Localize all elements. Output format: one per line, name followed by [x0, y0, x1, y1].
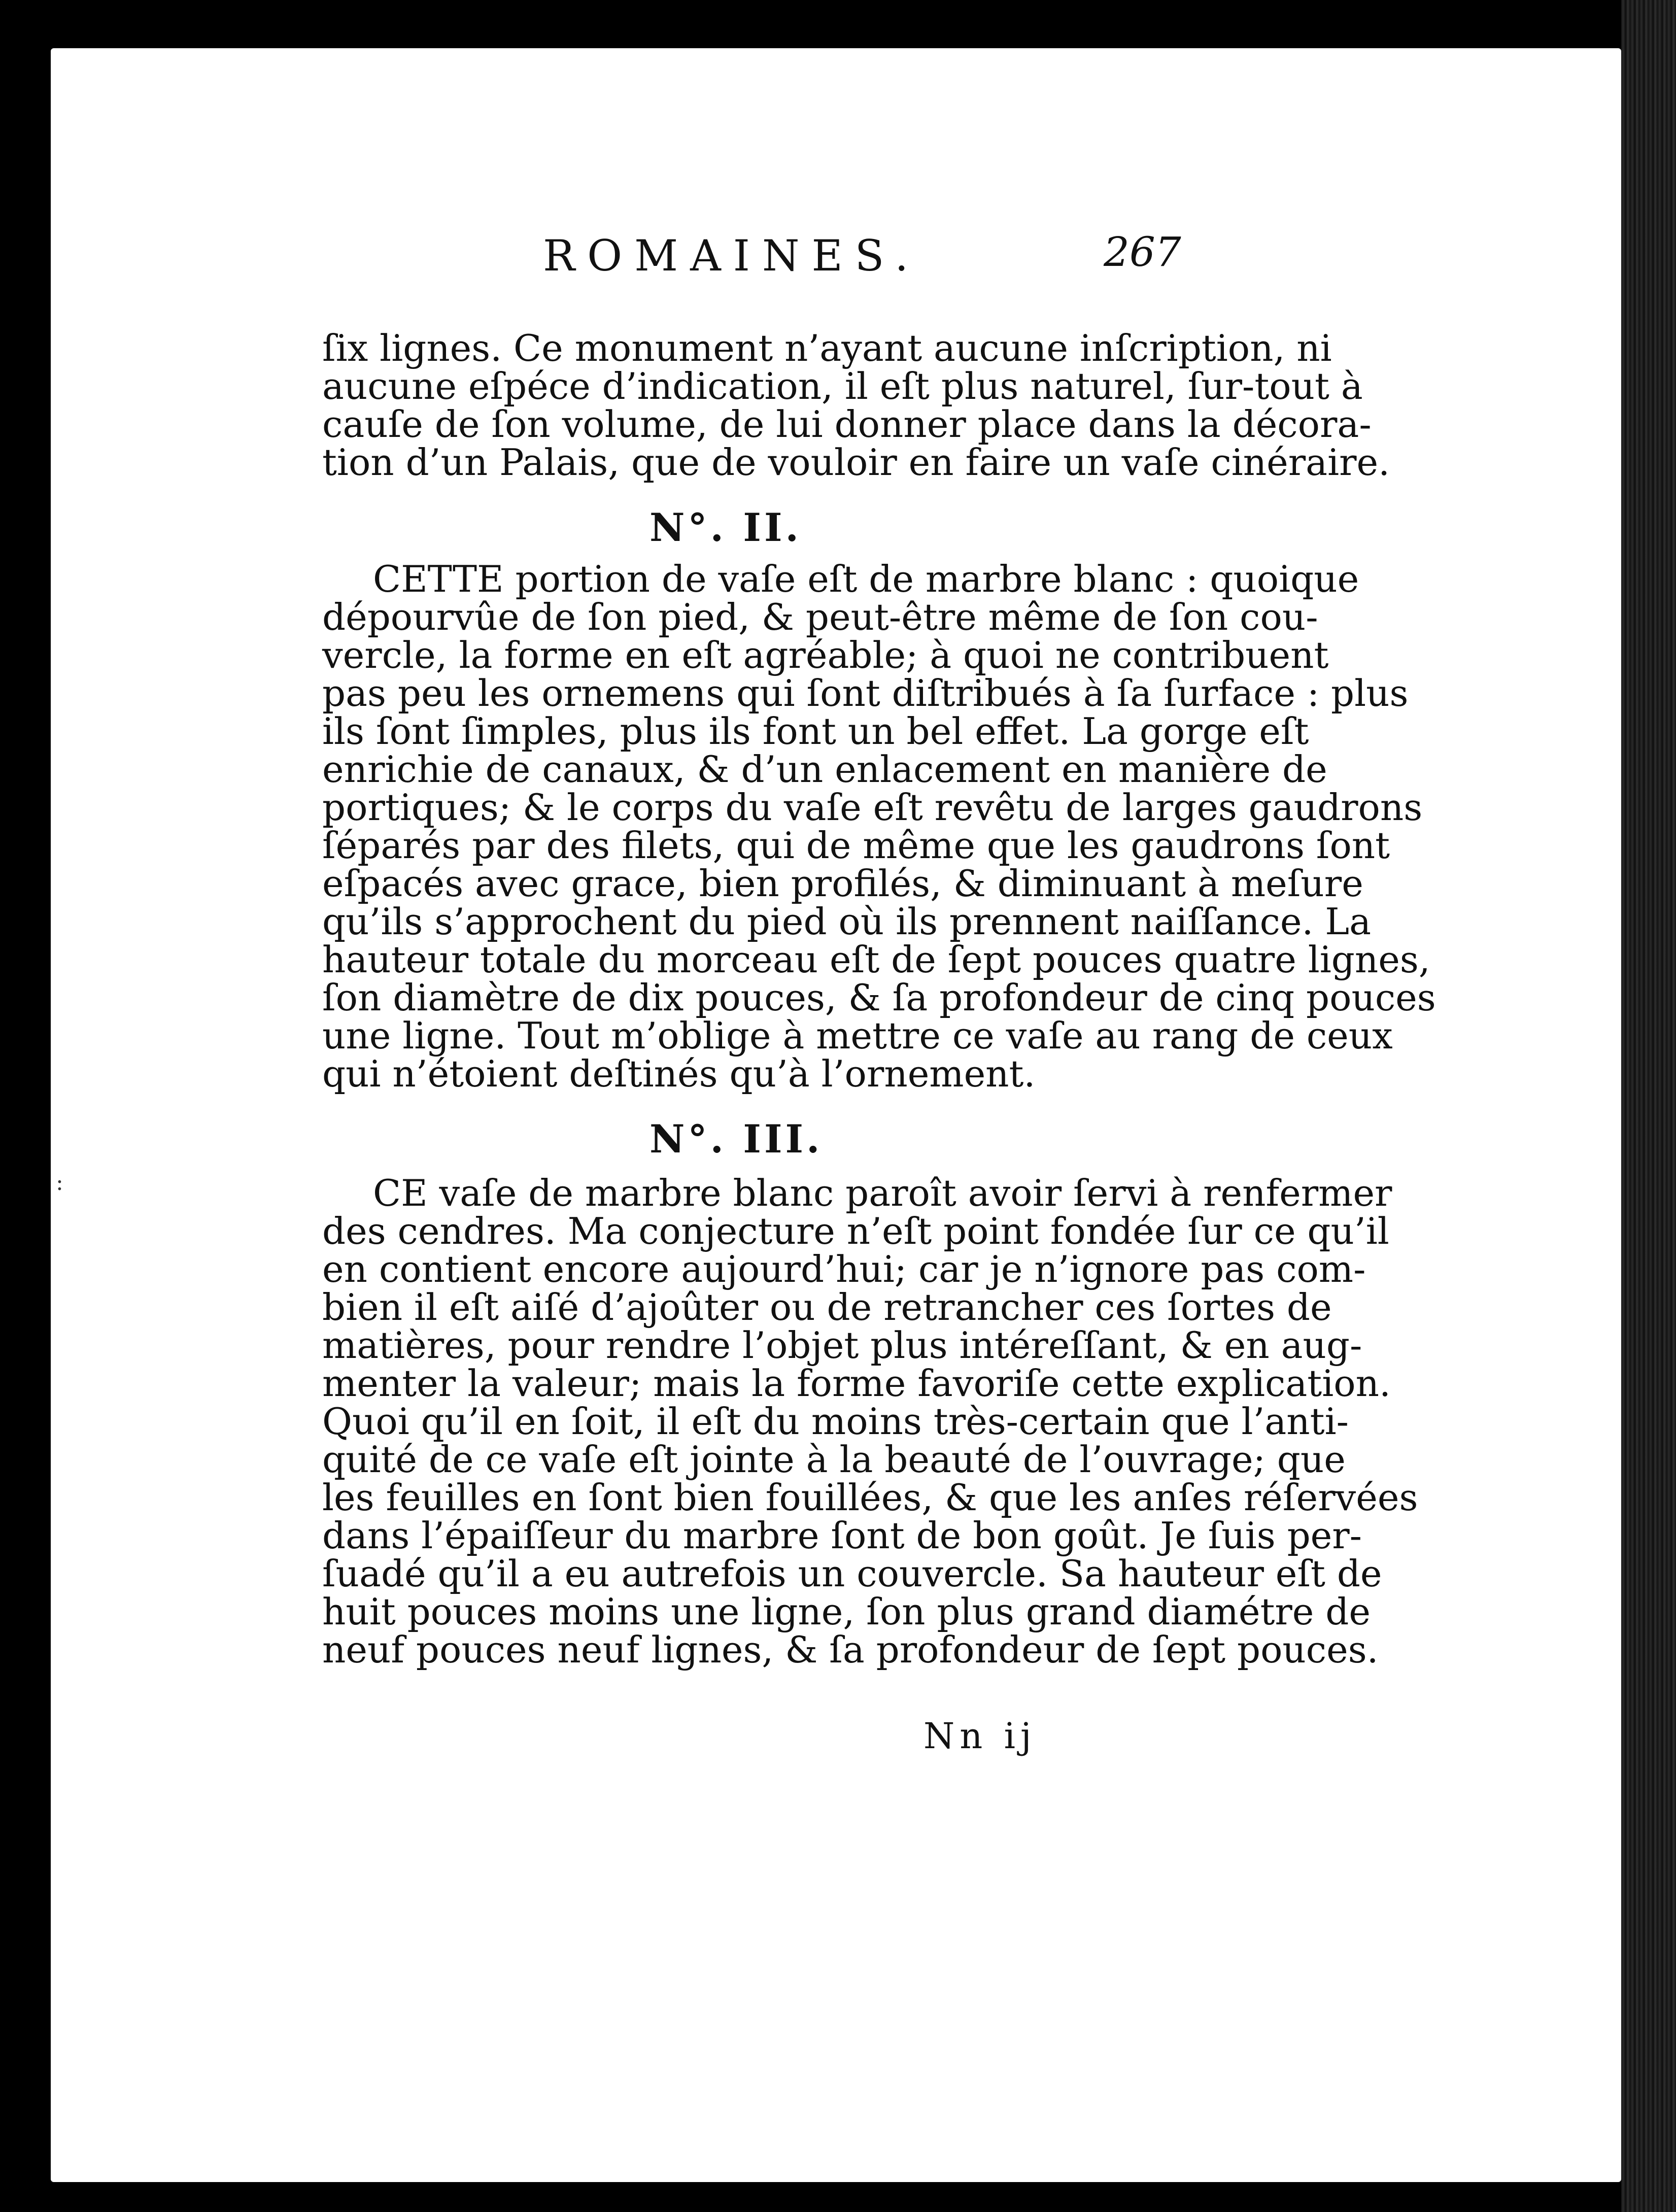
section-heading-3: N°. III. [649, 1116, 823, 1162]
paragraph-3-line-7: Quoi qu’il en ſoit, il eſt du moins très-certain que l’anti- [322, 1400, 1349, 1443]
paragraph-1-line-1: ſix lignes. Ce monument n’ayant aucune inſcription, ni [322, 327, 1332, 369]
paragraph-3-line-3: en contient encore aujourd’hui; car je n’ignore pas com- [322, 1248, 1366, 1290]
paragraph-2-line-14: qui n’étoient deſtinés qu’à l’ornement. [322, 1052, 1036, 1095]
signature-mark: Nn ij [923, 1715, 1037, 1757]
page-number: 267 [1104, 228, 1181, 276]
paragraph-2-line-11: hauteur totale du morceau eſt de ſept pouces quatre lignes, [322, 938, 1430, 981]
paragraph-3-line-5: matières, pour rendre l’objet plus intéreſſant, & en aug- [322, 1324, 1362, 1367]
paragraph-1-line-3: cauſe de ſon volume, de lui donner place dans la décora- [322, 403, 1372, 446]
paragraph-2-line-13: une ligne. Tout m’oblige à mettre ce vaſe au rang de ceux [322, 1014, 1393, 1057]
paragraph-3-line-6: menter la valeur; mais la forme favoriſe cette explication. [322, 1362, 1391, 1405]
paragraph-1-line-2: aucune eſpéce d’indication, il eſt plus naturel, ſur-tout à [322, 365, 1363, 407]
paragraph-2-line-1: CETTE portion de vaſe eſt de marbre blanc : quoique [373, 558, 1359, 600]
paragraph-3-line-10: dans l’épaiſſeur du marbre ſont de bon goût. Je ſuis per- [322, 1514, 1362, 1557]
paragraph-3-line-1: CE vaſe de marbre blanc paroît avoir ſervi à renfermer [373, 1172, 1392, 1214]
paragraph-1-line-4: tion d’un Palais, que de vouloir en faire un vaſe cinéraire. [322, 441, 1390, 484]
section-heading-2: N°. II. [649, 505, 802, 550]
paragraph-2-line-10: qu’ils s’approchent du pied où ils prennent naiſſance. La [322, 900, 1372, 943]
paragraph-2-line-7: portiques; & le corps du vaſe eſt revêtu de larges gaudrons [322, 786, 1423, 829]
paragraph-2-line-8: ſéparés par des filets, qui de même que les gaudrons ſont [322, 824, 1390, 867]
paragraph-2-line-12: ſon diamètre de dix pouces, & ſa profondeur de cinq pouces [322, 976, 1436, 1019]
book-page [51, 48, 1621, 2182]
paragraph-2-line-4: pas peu les ornemens qui ſont diſtribués à ſa ſurface : plus [322, 672, 1409, 714]
paragraph-3-line-9: les feuilles en ſont bien fouillées, & que les anſes réſervées [322, 1476, 1418, 1519]
paragraph-2-line-2: dépourvûe de ſon pied, & peut-être même de ſon cou- [322, 596, 1318, 638]
paragraph-3-line-2: des cendres. Ma conjecture n’eſt point fondée ſur ce qu’il [322, 1210, 1389, 1252]
paragraph-3-line-11: ſuadé qu’il a eu autrefois un couvercle. Sa hauteur eſt de [322, 1552, 1382, 1595]
page-text-block [51, 48, 1621, 2182]
paragraph-3-line-13: neuf pouces neuf lignes, & ſa profondeur de ſept pouces. [322, 1628, 1379, 1671]
paragraph-3-line-8: quité de ce vaſe eſt jointe à la beauté de l’ouvrage; que [322, 1438, 1346, 1481]
paragraph-2-line-5: ils ſont ſimples, plus ils font un bel effet. La gorge eſt [322, 710, 1309, 753]
paragraph-2-line-3: vercle, la forme en eſt agréable; à quoi ne contribuent [322, 634, 1329, 676]
book-gutter [1621, 0, 1676, 2212]
margin-mark: : [56, 1170, 63, 1196]
running-head: ROMAINES. [543, 231, 921, 281]
paragraph-3-line-4: bien il eſt aiſé d’ajoûter ou de retrancher ces ſortes de [322, 1286, 1332, 1329]
paragraph-2-line-9: eſpacés avec grace, bien profilés, & diminuant à meſure [322, 862, 1363, 905]
paragraph-3-line-12: huit pouces moins une ligne, ſon plus grand diamétre de [322, 1590, 1371, 1633]
paragraph-2-line-6: enrichie de canaux, & d’un enlacement en manière de [322, 748, 1327, 791]
